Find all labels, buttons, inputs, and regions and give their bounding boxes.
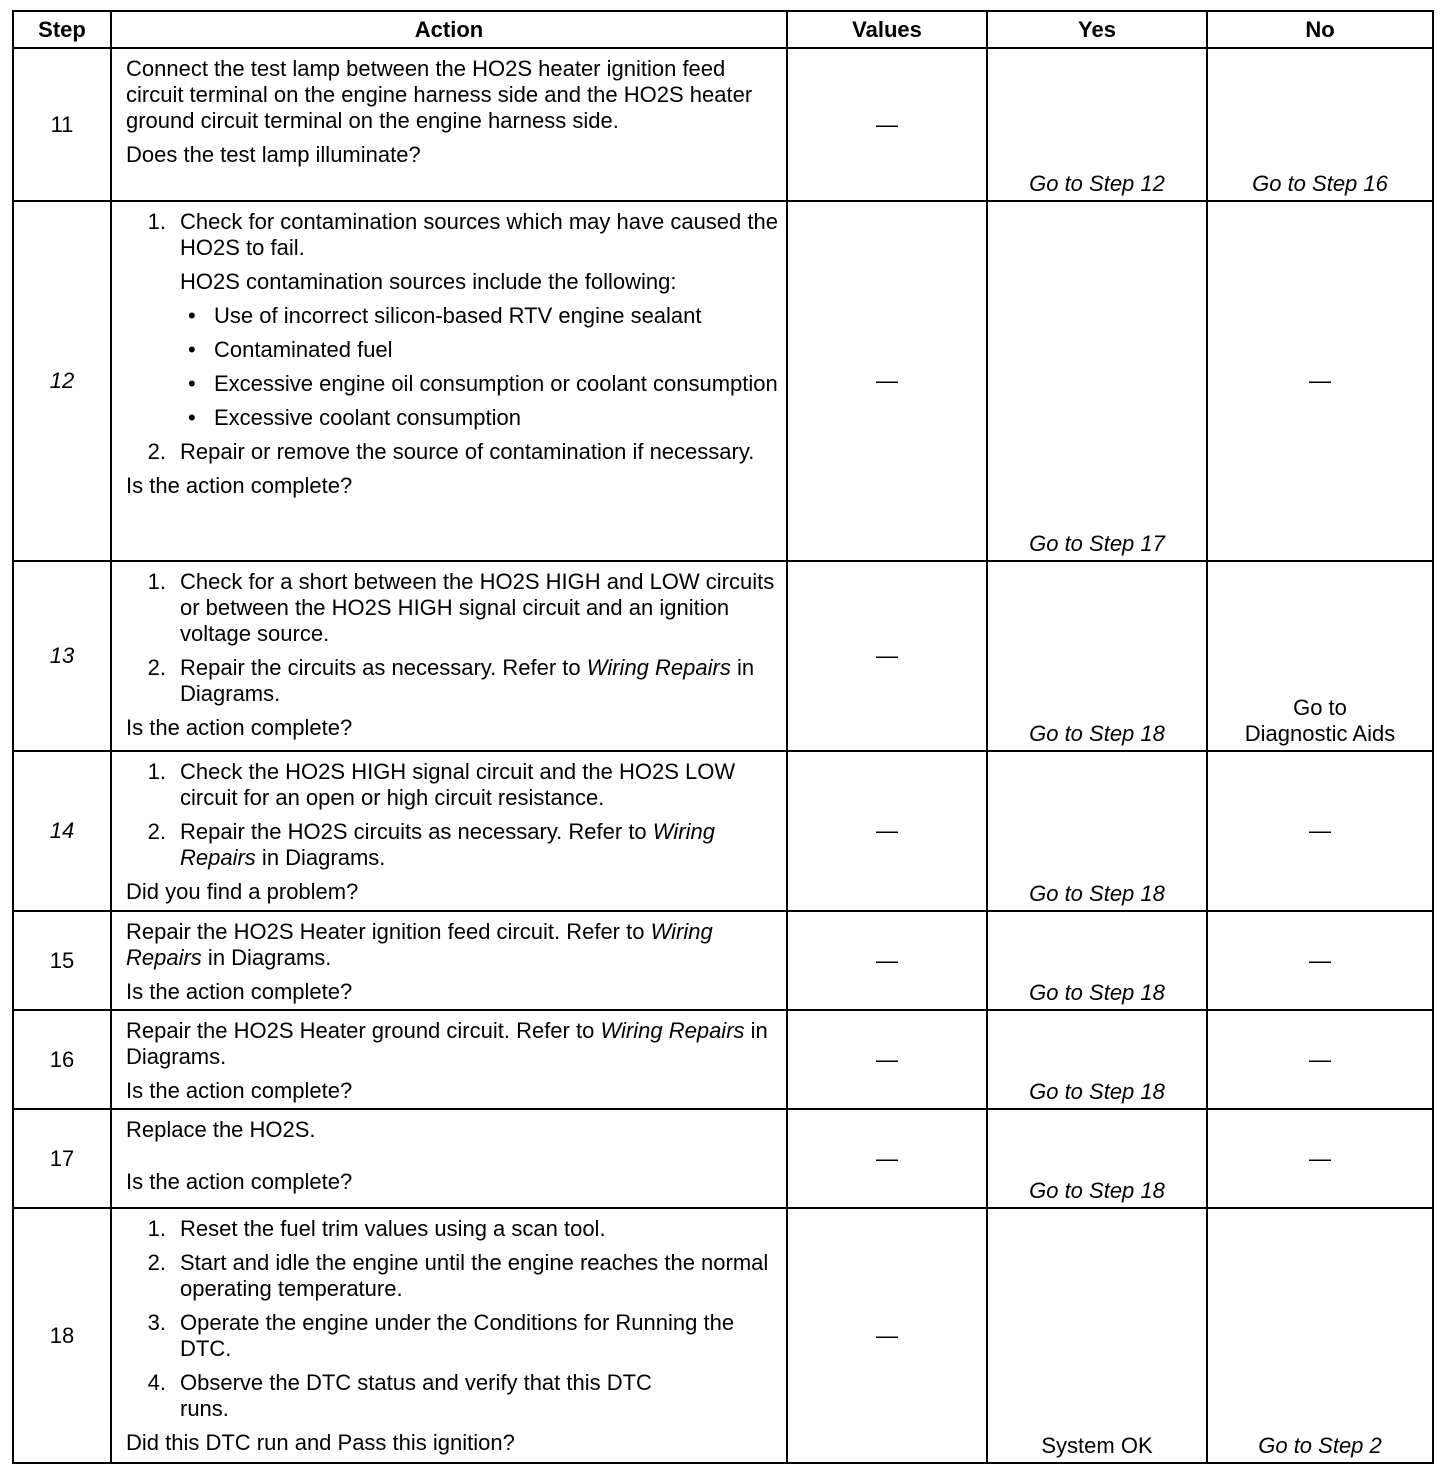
table-row-step-18 [13, 1208, 1433, 1463]
numbered-item: 2. Repair or remove the source of contamination if necessary. [147, 439, 755, 464]
step-number: 14 [13, 751, 111, 911]
no-cell: — [1207, 201, 1433, 561]
values-cell: — [787, 561, 987, 751]
numbered-item: 1. Check for contamination sources which may have caused the HO2S to fail. [147, 209, 778, 260]
table-row-step-13 [13, 561, 1433, 751]
step-number: 15 [13, 911, 111, 1010]
values-cell: — [787, 201, 987, 561]
numbered-item: 1. Check the HO2S HIGH signal circuit and the HO2S LOW circuit for an open or high circuit resistance. [147, 759, 736, 810]
yes-cell: System OK [987, 1208, 1207, 1463]
action-text: Connect the test lamp between the HO2S heater ignition feed circuit terminal on the engine harness side and the HO2S heater ground circuit terminal on the engine harness side. [126, 56, 753, 133]
action-question: Is the action complete? [126, 1078, 353, 1103]
step-number: 16 [13, 1010, 111, 1109]
step-number: 12 [13, 201, 111, 561]
values-cell: — [787, 1109, 987, 1208]
no-cell: — [1207, 911, 1433, 1010]
header-step: Step [13, 11, 111, 48]
action-cell [111, 751, 787, 911]
header-yes: Yes [987, 11, 1207, 48]
header-no: No [1207, 11, 1433, 48]
values-cell: — [787, 1208, 987, 1463]
no-cell: — [1207, 1109, 1433, 1208]
values-cell: — [787, 911, 987, 1010]
yes-cell: Go to Step 12 [987, 48, 1207, 201]
wiring-repairs-ref: Wiring Repairs [600, 1018, 745, 1043]
action-text: Repair the HO2S Heater ignition feed circuit. Refer to Wiring Repairs in Diagrams. [126, 919, 713, 970]
action-cell [111, 48, 787, 201]
numbered-item: 2. Repair the HO2S circuits as necessary. Refer to Wiring Repairs in Diagrams. [147, 819, 715, 870]
numbered-item: 2. Repair the circuits as necessary. Refer to Wiring Repairs in Diagrams. [147, 655, 755, 706]
step-number: 17 [13, 1109, 111, 1208]
table-row-step-15 [13, 911, 1433, 1010]
action-question: Is the action complete? [126, 715, 353, 740]
action-question: Did this DTC run and Pass this ignition? [126, 1430, 515, 1455]
bullet-item: • Use of incorrect silicon-based RTV engine sealant [188, 303, 702, 328]
action-question: Did you find a problem? [126, 879, 359, 904]
no-cell: — [1207, 1010, 1433, 1109]
yes-cell: Go to Step 18 [987, 911, 1207, 1010]
no-cell: Go to Step 16 [1207, 48, 1433, 201]
header-row [13, 11, 1433, 48]
numbered-item: 1. Reset the fuel trim values using a scan tool. [147, 1216, 606, 1241]
table-row-step-17 [13, 1109, 1433, 1208]
values-cell: — [787, 48, 987, 201]
table-row-step-14 [13, 751, 1433, 911]
action-cell [111, 561, 787, 751]
action-question: Is the action complete? [126, 979, 353, 1004]
action-cell [111, 1109, 787, 1208]
action-cell [111, 911, 787, 1010]
wiring-repairs-ref: Wiring Repairs [180, 819, 715, 870]
bullet-item: • Excessive engine oil consumption or coolant consumption [188, 371, 778, 396]
no-cell: Go to Diagnostic Aids [1207, 561, 1433, 751]
no-cell: Go to Step 2 [1207, 1208, 1433, 1463]
no-cell: — [1207, 751, 1433, 911]
action-cell [111, 1010, 787, 1109]
action-text: Repair the HO2S Heater ground circuit. Refer to Wiring Repairs in Diagrams. [126, 1018, 768, 1069]
step-number: 18 [13, 1208, 111, 1463]
yes-cell: Go to Step 17 [987, 201, 1207, 561]
header-action: Action [111, 11, 787, 48]
header-values: Values [787, 11, 987, 48]
values-cell: — [787, 1010, 987, 1109]
action-question: Does the test lamp illuminate? [126, 142, 421, 167]
numbered-item: 1. Check for a short between the HO2S HIGH and LOW circuits or between the HO2S HIGH signal circuit and an ignition voltage source. [147, 569, 775, 646]
numbered-item: 4. Observe the DTC status and verify that this DTC runs. [147, 1370, 652, 1421]
action-cell [111, 201, 787, 561]
action-question: Is the action complete? [126, 1169, 353, 1194]
yes-cell: Go to Step 18 [987, 561, 1207, 751]
action-question: Is the action complete? [126, 473, 353, 498]
step-number: 13 [13, 561, 111, 751]
numbered-item: 3. Operate the engine under the Conditions for Running the DTC. [147, 1310, 735, 1361]
step-number: 11 [13, 48, 111, 201]
table-row-step-12 [13, 201, 1433, 561]
values-cell: — [787, 751, 987, 911]
sub-text: HO2S contamination sources include the following: [180, 269, 677, 294]
action-text: Replace the HO2S. [126, 1117, 316, 1142]
action-cell [111, 1208, 787, 1463]
numbered-item: 2. Start and idle the engine until the engine reaches the normal operating temperature. [147, 1250, 769, 1301]
bullet-item: • Excessive coolant consumption [188, 405, 521, 430]
table-row-step-16 [13, 1010, 1433, 1109]
wiring-repairs-ref: Wiring Repairs [586, 655, 731, 680]
table-row-step-11 [13, 48, 1433, 201]
yes-cell: Go to Step 18 [987, 1109, 1207, 1208]
yes-cell: Go to Step 18 [987, 1010, 1207, 1109]
wiring-repairs-ref: Wiring Repairs [126, 919, 713, 970]
bullet-item: • Contaminated fuel [188, 337, 393, 362]
diagnostic-table [12, 10, 1434, 1464]
yes-cell: Go to Step 18 [987, 751, 1207, 911]
